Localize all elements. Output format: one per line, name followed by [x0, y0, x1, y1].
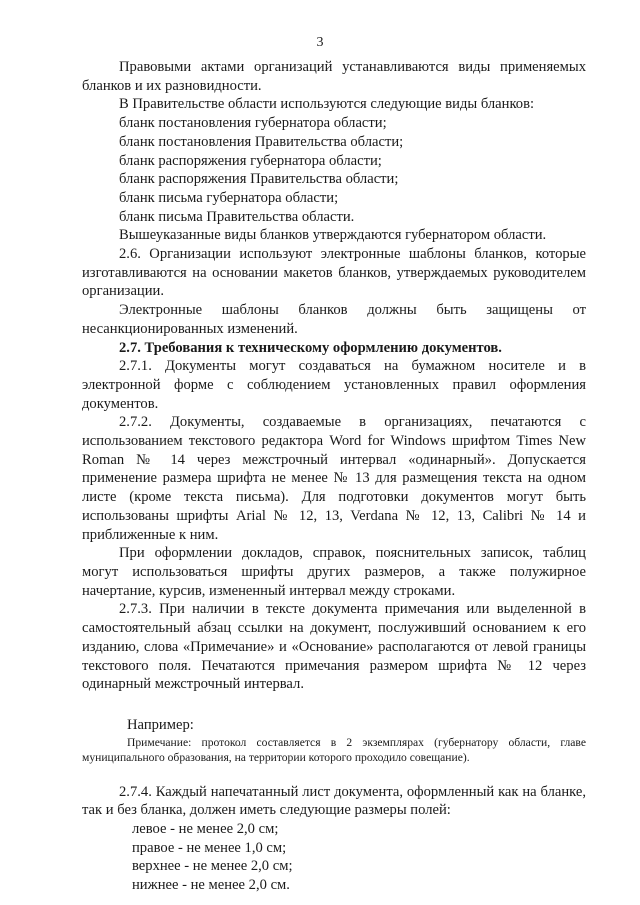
spacer: [82, 694, 586, 716]
paragraph-reports: При оформлении докладов, справок, пояснительных записок, таблиц могут использоваться шрифты других размеров, а также полужирное начертание, курсив, измененный интервал между строками.: [82, 545, 586, 599]
paragraph-blank-kinds-intro: В Правительстве области используются следующие виды бланков:: [119, 96, 535, 113]
paragraph-2-7-4: 2.7.4. Каждый напечатанный лист документа, оформленный как на бланке, так и без бланка, должен иметь следующие размеры полей:: [82, 783, 586, 819]
blank-type-item: бланк распоряжения Правительства области;: [119, 171, 399, 188]
blank-type-item: бланк распоряжения губернатора области;: [119, 152, 382, 169]
margin-item-bottom: нижнее - не менее 2,0 см.: [132, 877, 290, 894]
blank-type-item: бланк постановления Правительства области;: [119, 133, 404, 150]
margin-item-left: левое - не менее 2,0 см;: [132, 821, 279, 838]
page-number: 3: [316, 35, 324, 50]
paragraph-electronic-templates: Электронные шаблоны бланков должны быть защищены от несанкционированных изменений.: [82, 302, 586, 337]
section-heading-2-7: 2.7. Требования к техническому оформлению документов.: [119, 339, 502, 356]
margin-item-right: правое - не менее 1,0 см;: [132, 839, 287, 856]
spacer: [82, 765, 586, 783]
example-note: Примечание: протокол составляется в 2 экземплярах (губернатору области, главе муниципального образования, на территории которого проходило совещание).: [82, 735, 586, 764]
paragraph-2-6: 2.6. Организации используют электронные шаблоны бланков, которые изготавливаются на основании макетов бланков, утверждаемых руководителем организации.: [82, 246, 586, 300]
document-body: [82, 58, 586, 895]
blank-type-item: бланк письма губернатора области;: [119, 189, 339, 206]
blank-type-item: бланк постановления губернатора области;: [119, 115, 387, 132]
paragraph-2-7-2: 2.7.2. Документы, создаваемые в организациях, печатаются с использованием текстового редактора Word for Windows шрифтом Times New Roman № 14 через межстрочный интервал «одинарный». Допускается применение размера шрифта не менее № 13 для размещения текста на одном листе (кроме текста письма). Для подготовки документов могут быть использованы шрифты Arial № 12, 13, Verdana № 12, 13, Calibri № 14 и приближенные к ним.: [82, 414, 586, 543]
paragraph-2-7-3: 2.7.3. При наличии в тексте документа примечания или выделенной в самостоятельный абзац ссылки на документ, послуживший основанием к его изданию, слова «Примечание» и «Основание» располагаются от левой границы текстового поля. Печатаются примечания размером шрифта № 12 через одинарный межстрочный интервал.: [82, 601, 586, 693]
paragraph-2-7-1: 2.7.1. Документы могут создаваться на бумажном носителе и в электронной форме с соблюдением установленных правил оформления документов.: [82, 358, 586, 412]
paragraph-approval: Вышеуказанные виды бланков утверждаются губернатором области.: [119, 227, 547, 244]
example-label: Например:: [127, 716, 194, 733]
margin-item-top: верхнее - не менее 2,0 см;: [132, 858, 293, 875]
paragraph-legal-acts: Правовыми актами организаций устанавливаются виды применяемых бланков и их разновидности.: [82, 59, 586, 94]
blank-type-item: бланк письма Правительства области.: [119, 208, 355, 225]
